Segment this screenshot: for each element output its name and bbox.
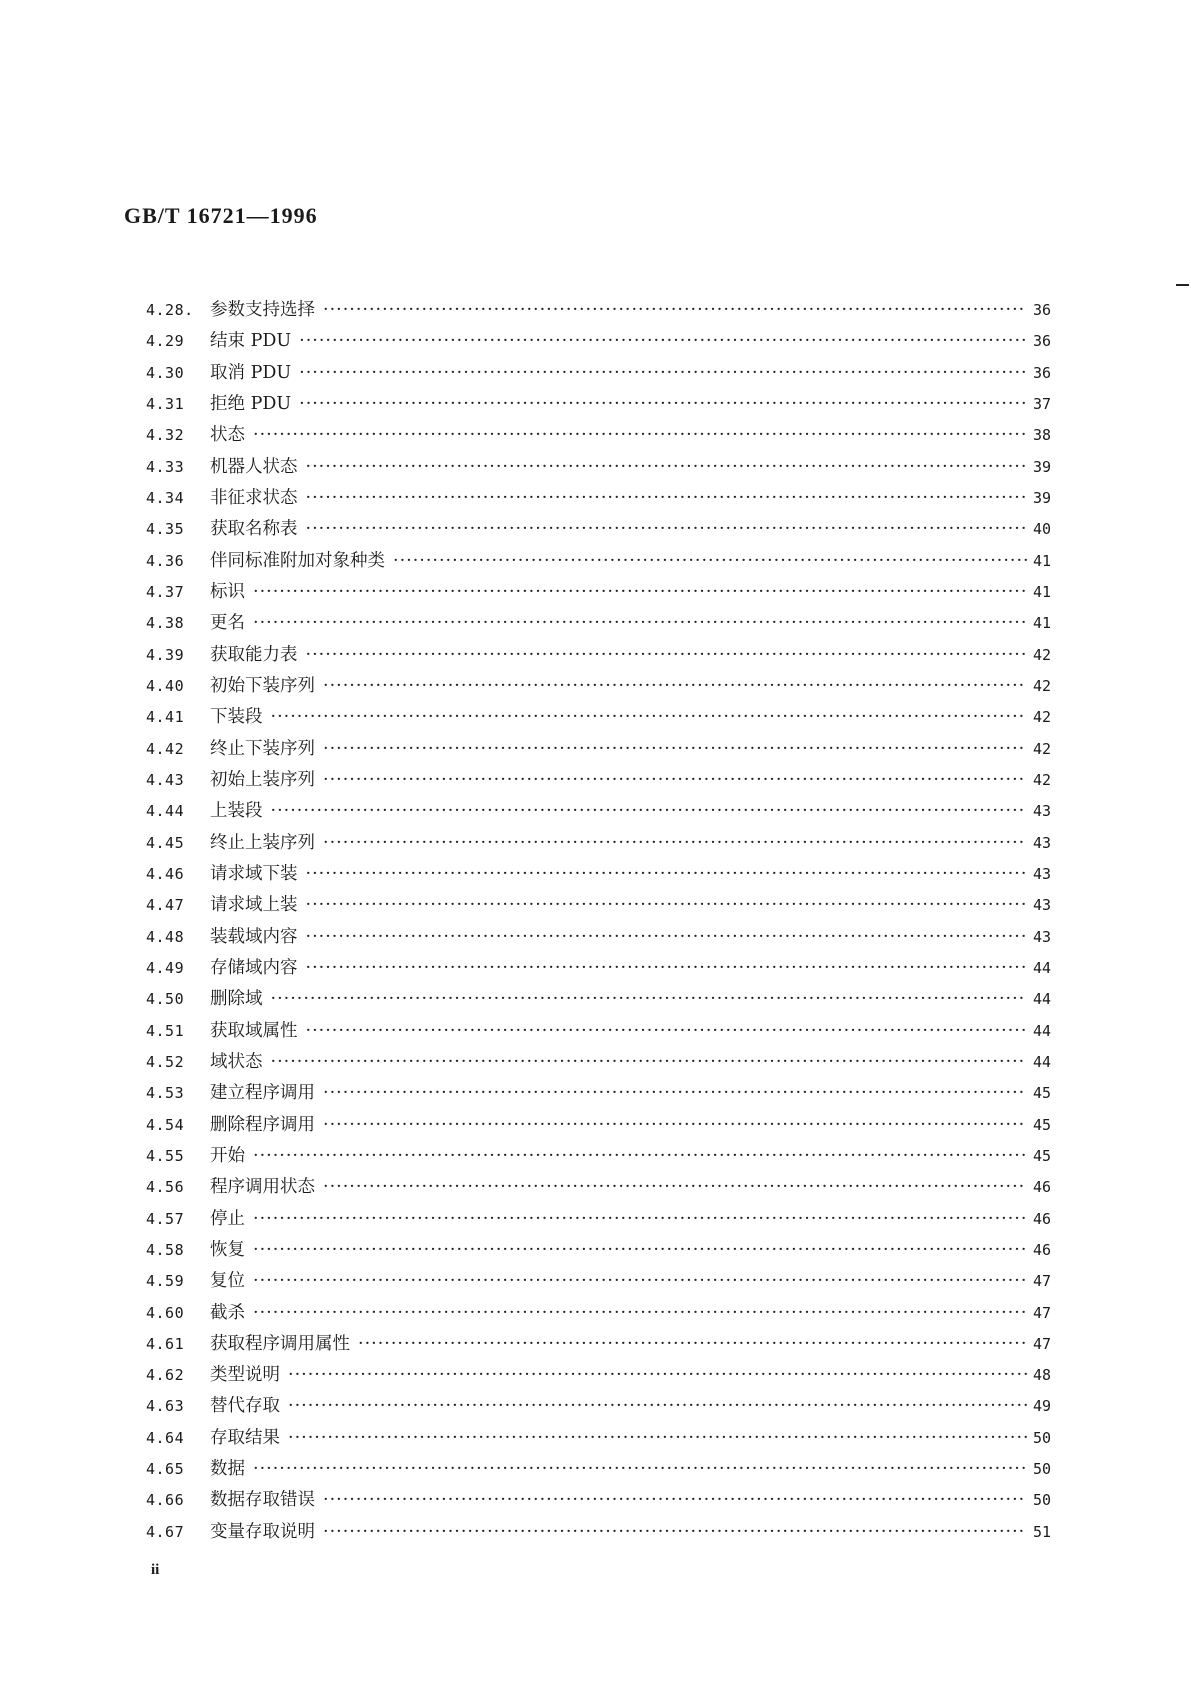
toc-entry-page: 41: [1032, 551, 1051, 570]
toc-leader-dots: [299, 331, 1027, 351]
toc-entry-title: 域状态: [210, 1051, 263, 1072]
toc-entry-title: 拒绝 PDU: [210, 393, 292, 414]
toc-entry[interactable]: [146, 1017, 1051, 1048]
toc-entry-number: 4.53: [146, 1084, 185, 1103]
toc-entry[interactable]: [146, 766, 1051, 797]
toc-entry[interactable]: [146, 359, 1051, 390]
toc-entry[interactable]: [146, 954, 1051, 985]
toc-entry-number: 4.54: [146, 1115, 185, 1134]
toc-leader-dots: [253, 425, 1027, 445]
toc-entry-title: 状态: [210, 425, 245, 446]
toc-entry-page: 43: [1032, 864, 1051, 883]
page-number: ii: [151, 1562, 160, 1578]
toc-leader-dots: [323, 1177, 1027, 1197]
toc-leader-dots: [323, 739, 1027, 759]
toc-entry[interactable]: [146, 547, 1051, 578]
toc-entry-title: 数据存取错误: [210, 1490, 315, 1511]
toc-entry-number: 4.37: [146, 582, 185, 601]
toc-entry-page: 50: [1032, 1460, 1051, 1479]
toc-entry-number: 4.65: [146, 1460, 185, 1479]
toc-leader-dots: [323, 1115, 1027, 1135]
toc-leader-dots: [323, 833, 1027, 853]
toc-entry-title: 机器人状态: [210, 456, 298, 477]
toc-entry-page: 41: [1032, 582, 1051, 601]
toc-entry-title: 获取名称表: [210, 519, 298, 540]
toc-entry-page: 50: [1032, 1491, 1051, 1510]
toc-entry-title: 建立程序调用: [210, 1083, 315, 1104]
toc-entry-number: 4.59: [146, 1272, 185, 1291]
toc-entry[interactable]: [146, 797, 1051, 828]
toc-entry[interactable]: [146, 1111, 1051, 1142]
toc-entry-title: 变量存取说明: [210, 1521, 315, 1542]
toc-entry-title: 初始下装序列: [210, 675, 315, 696]
toc-leader-dots: [253, 1459, 1027, 1479]
toc-leader-dots: [288, 1428, 1027, 1448]
toc-entry-page: 45: [1032, 1084, 1051, 1103]
toc-entry-title: 删除程序调用: [210, 1114, 315, 1135]
toc-leader-dots: [271, 1052, 1027, 1072]
toc-entry[interactable]: [146, 985, 1051, 1016]
toc-entry-title: 停止: [210, 1208, 245, 1229]
toc-entry-title: 截杀: [210, 1302, 245, 1323]
toc-entry-page: 37: [1032, 394, 1051, 413]
toc-entry-number: 4.32: [146, 426, 185, 445]
toc-leader-dots: [253, 1209, 1027, 1229]
toc-entry-number: 4.55: [146, 1146, 185, 1165]
toc-entry[interactable]: [146, 923, 1051, 954]
toc-entry-number: 4.61: [146, 1334, 185, 1353]
toc-leader-dots: [288, 1365, 1027, 1385]
toc-entry-page: 48: [1032, 1366, 1051, 1385]
toc-entry-page: 46: [1032, 1178, 1051, 1197]
toc-entry-number: 4.51: [146, 1021, 185, 1040]
toc-entry[interactable]: [146, 860, 1051, 891]
toc-entry-title: 装载域内容: [210, 926, 298, 947]
toc-entry[interactable]: [146, 891, 1051, 922]
toc-entry[interactable]: [146, 703, 1051, 734]
toc-entry-page: 44: [1032, 958, 1051, 977]
toc-entry-number: 4.67: [146, 1522, 185, 1541]
toc-entry-page: 46: [1032, 1209, 1051, 1228]
toc-entry-title: 终止上装序列: [210, 832, 315, 853]
toc-leader-dots: [323, 300, 1027, 320]
toc-leader-dots: [323, 770, 1027, 790]
toc-entry-page: 49: [1032, 1397, 1051, 1416]
toc-entry-page: 47: [1032, 1334, 1051, 1353]
toc-entry-page: 44: [1032, 990, 1051, 1009]
toc-entry[interactable]: [146, 1173, 1051, 1204]
toc-entry-page: 44: [1032, 1021, 1051, 1040]
toc-leader-dots: [253, 613, 1027, 633]
toc-entry[interactable]: [146, 1048, 1051, 1079]
toc-entry-number: 4.29: [146, 332, 185, 351]
toc-entry-title: 下装段: [210, 707, 263, 728]
toc-entry-page: 42: [1032, 676, 1051, 695]
toc-entry[interactable]: [146, 515, 1051, 546]
toc-entry-number: 4.45: [146, 833, 185, 852]
toc-leader-dots: [393, 551, 1027, 571]
toc-entry[interactable]: [146, 1330, 1051, 1361]
toc-entry-title: 存储域内容: [210, 957, 298, 978]
toc-entry[interactable]: [146, 1079, 1051, 1110]
toc-entry[interactable]: [146, 421, 1051, 452]
toc-entry-number: 4.40: [146, 676, 185, 695]
toc-entry-title: 初始上装序列: [210, 769, 315, 790]
toc-entry-title: 更名: [210, 613, 245, 634]
toc-entry[interactable]: [146, 453, 1051, 484]
table-of-contents: [146, 296, 1051, 1549]
toc-entry[interactable]: [146, 296, 1051, 327]
toc-entry-title: 替代存取: [210, 1396, 280, 1417]
toc-entry-page: 45: [1032, 1146, 1051, 1165]
toc-leader-dots: [306, 927, 1027, 947]
toc-entry-title: 伴同标准附加对象种类: [210, 550, 385, 571]
toc-entry-title: 非征求状态: [210, 487, 298, 508]
toc-entry[interactable]: [146, 641, 1051, 672]
toc-entry[interactable]: [146, 484, 1051, 515]
toc-leader-dots: [323, 1083, 1027, 1103]
toc-entry-title: 终止下装序列: [210, 738, 315, 759]
toc-entry-page: 40: [1032, 520, 1051, 539]
toc-entry-number: 4.66: [146, 1491, 185, 1510]
toc-entry[interactable]: [146, 578, 1051, 609]
toc-leader-dots: [306, 457, 1027, 477]
toc-entry[interactable]: [146, 1267, 1051, 1298]
toc-entry-number: 4.38: [146, 614, 185, 633]
toc-entry-number: 4.36: [146, 551, 185, 570]
standard-code: GB/T 16721—1996: [124, 203, 318, 228]
toc-entry-number: 4.28.: [146, 301, 194, 319]
toc-entry-number: 4.31: [146, 394, 185, 413]
toc-entry-title: 数据: [210, 1459, 245, 1480]
toc-entry-title: 上装段: [210, 801, 263, 822]
toc-entry-page: 43: [1032, 927, 1051, 946]
toc-leader-dots: [299, 363, 1027, 383]
toc-entry-number: 4.47: [146, 896, 185, 915]
toc-entry-number: 4.62: [146, 1366, 185, 1385]
toc-entry[interactable]: [146, 1205, 1051, 1236]
toc-leader-dots: [271, 801, 1027, 821]
toc-entry-number: 4.35: [146, 520, 185, 539]
toc-entry-number: 4.34: [146, 488, 185, 507]
toc-entry-title: 参数支持选择: [210, 300, 315, 320]
toc-leader-dots: [306, 1021, 1027, 1041]
toc-entry-page: 42: [1032, 645, 1051, 664]
toc-entry-page: 39: [1032, 488, 1051, 507]
toc-entry[interactable]: [146, 1518, 1051, 1549]
toc-entry-page: 36: [1032, 301, 1051, 319]
toc-leader-dots: [253, 582, 1027, 602]
toc-entry-title: 开始: [210, 1145, 245, 1166]
toc-leader-dots: [323, 1490, 1027, 1510]
toc-entry[interactable]: [146, 735, 1051, 766]
toc-leader-dots: [253, 1146, 1027, 1166]
toc-entry-page: 46: [1032, 1240, 1051, 1259]
toc-entry-title: 请求域下装: [210, 863, 298, 884]
toc-entry-number: 4.41: [146, 708, 185, 727]
toc-entry-title: 获取能力表: [210, 644, 298, 665]
toc-entry-number: 4.30: [146, 363, 185, 382]
toc-entry[interactable]: [146, 609, 1051, 640]
toc-entry[interactable]: [146, 1392, 1051, 1423]
toc-entry-number: 4.44: [146, 802, 185, 821]
toc-entry-title: 获取域属性: [210, 1020, 298, 1041]
toc-leader-dots: [323, 676, 1027, 696]
toc-entry-page: 51: [1032, 1522, 1051, 1541]
toc-entry[interactable]: [146, 1236, 1051, 1267]
toc-entry-page: 44: [1032, 1052, 1051, 1071]
toc-entry-number: 4.60: [146, 1303, 185, 1322]
toc-entry-number: 4.39: [146, 645, 185, 664]
toc-entry[interactable]: [146, 1455, 1051, 1486]
toc-entry-title: 存取结果: [210, 1427, 280, 1448]
toc-entry-page: 43: [1032, 833, 1051, 852]
toc-entry-page: 42: [1032, 739, 1051, 758]
toc-entry-number: 4.52: [146, 1052, 185, 1071]
toc-entry[interactable]: [146, 1299, 1051, 1330]
toc-entry-number: 4.48: [146, 927, 185, 946]
toc-entry[interactable]: [146, 1361, 1051, 1392]
toc-entry-page: 42: [1032, 708, 1051, 727]
toc-entry-page: 43: [1032, 802, 1051, 821]
toc-entry-number: 4.63: [146, 1397, 185, 1416]
toc-entry-number: 4.64: [146, 1428, 185, 1447]
toc-entry-page: 38: [1032, 426, 1051, 445]
toc-entry[interactable]: [146, 829, 1051, 860]
toc-leader-dots: [306, 519, 1027, 539]
toc-leader-dots: [306, 958, 1027, 978]
margin-mark: [1176, 284, 1189, 286]
toc-leader-dots: [271, 989, 1027, 1009]
toc-entry[interactable]: [146, 327, 1051, 358]
toc-entry-number: 4.57: [146, 1209, 185, 1228]
toc-entry-page: 42: [1032, 770, 1051, 789]
toc-entry-title: 删除域: [210, 989, 263, 1010]
toc-leader-dots: [323, 1522, 1027, 1542]
toc-leader-dots: [299, 394, 1027, 414]
toc-leader-dots: [306, 645, 1027, 665]
toc-entry[interactable]: [146, 1142, 1051, 1173]
toc-entry-title: 请求域上装: [210, 895, 298, 916]
toc-entry-title: 结束 PDU: [210, 331, 292, 352]
toc-entry-page: 50: [1032, 1428, 1051, 1447]
toc-entry-number: 4.56: [146, 1178, 185, 1197]
toc-leader-dots: [253, 1240, 1027, 1260]
toc-entry-page: 39: [1032, 457, 1051, 476]
toc-entry-title: 获取程序调用属性: [210, 1333, 350, 1354]
toc-leader-dots: [288, 1396, 1027, 1416]
toc-entry-page: 41: [1032, 614, 1051, 633]
toc-entry-number: 4.46: [146, 864, 185, 883]
toc-entry-title: 复位: [210, 1271, 245, 1292]
toc-entry-number: 4.58: [146, 1240, 185, 1259]
toc-entry-page: 36: [1032, 332, 1051, 351]
toc-leader-dots: [306, 895, 1027, 915]
toc-leader-dots: [306, 488, 1027, 508]
toc-entry-number: 4.42: [146, 739, 185, 758]
toc-entry-page: 36: [1032, 363, 1051, 382]
toc-entry-page: 47: [1032, 1272, 1051, 1291]
toc-entry-title: 取消 PDU: [210, 362, 292, 383]
toc-entry-page: 43: [1032, 896, 1051, 915]
toc-entry[interactable]: [146, 390, 1051, 421]
toc-entry-number: 4.33: [146, 457, 185, 476]
toc-entry-page: 45: [1032, 1115, 1051, 1134]
toc-leader-dots: [253, 1271, 1027, 1291]
toc-entry-title: 恢复: [210, 1239, 245, 1260]
toc-leader-dots: [271, 707, 1027, 727]
toc-entry-title: 程序调用状态: [210, 1177, 315, 1198]
toc-leader-dots: [358, 1334, 1027, 1354]
toc-entry[interactable]: [146, 1424, 1051, 1455]
toc-entry-number: 4.50: [146, 990, 185, 1009]
toc-entry-number: 4.49: [146, 958, 185, 977]
toc-leader-dots: [306, 864, 1027, 884]
toc-entry-page: 47: [1032, 1303, 1051, 1322]
toc-entry-title: 类型说明: [210, 1365, 280, 1386]
toc-entry[interactable]: [146, 1486, 1051, 1517]
toc-leader-dots: [253, 1303, 1027, 1323]
toc-entry-number: 4.43: [146, 770, 185, 789]
toc-entry[interactable]: [146, 672, 1051, 703]
toc-entry-title: 标识: [210, 581, 245, 602]
